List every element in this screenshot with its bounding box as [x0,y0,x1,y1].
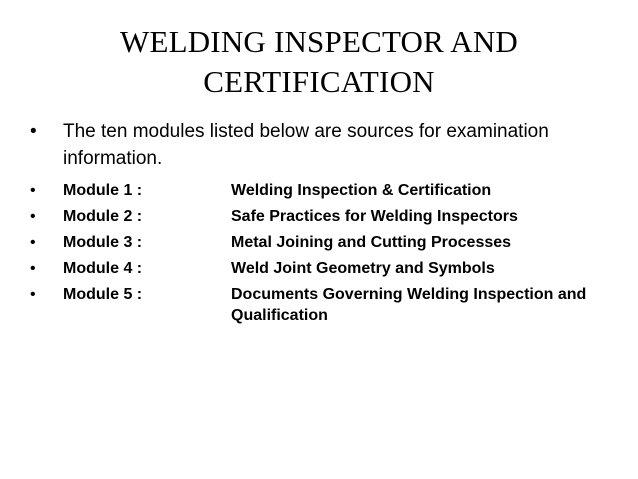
bullet-icon: • [30,182,36,199]
list-item-module-1 [30,180,620,206]
intro-text: The ten modules listed below are sources for examination information. [63,121,549,169]
module-title: Metal Joining and Cutting Processes [231,234,512,251]
intro-paragraph [30,118,610,172]
list-item-module-4 [30,258,620,284]
module-label: Module 5 : [63,286,143,303]
list-item-module-5 [30,284,620,332]
slide-title-line-1: WELDING INSPECTOR AND [119,24,518,59]
list-item-module-2 [30,206,620,232]
module-label: Module 4 : [63,260,143,277]
module-label: Module 3 : [63,234,143,251]
module-list [30,180,620,332]
bullet-icon: • [30,286,36,303]
module-title: Welding Inspection & Certification [231,182,492,199]
module-title: Safe Practices for Welding Inspectors [231,208,518,225]
slide-title-line-2: CERTIFICATION [203,64,435,99]
bullet-icon: • [30,260,36,277]
bullet-icon: • [30,234,36,251]
module-label: Module 1 : [63,182,143,199]
bullet-icon: • [30,121,37,142]
bullet-icon: • [30,208,36,225]
list-item-module-3 [30,232,620,258]
module-label: Module 2 : [63,208,143,225]
module-title: Documents Governing Welding Inspection and Qualification [231,286,587,324]
slide-title [40,22,598,102]
module-title: Weld Joint Geometry and Symbols [231,260,495,277]
